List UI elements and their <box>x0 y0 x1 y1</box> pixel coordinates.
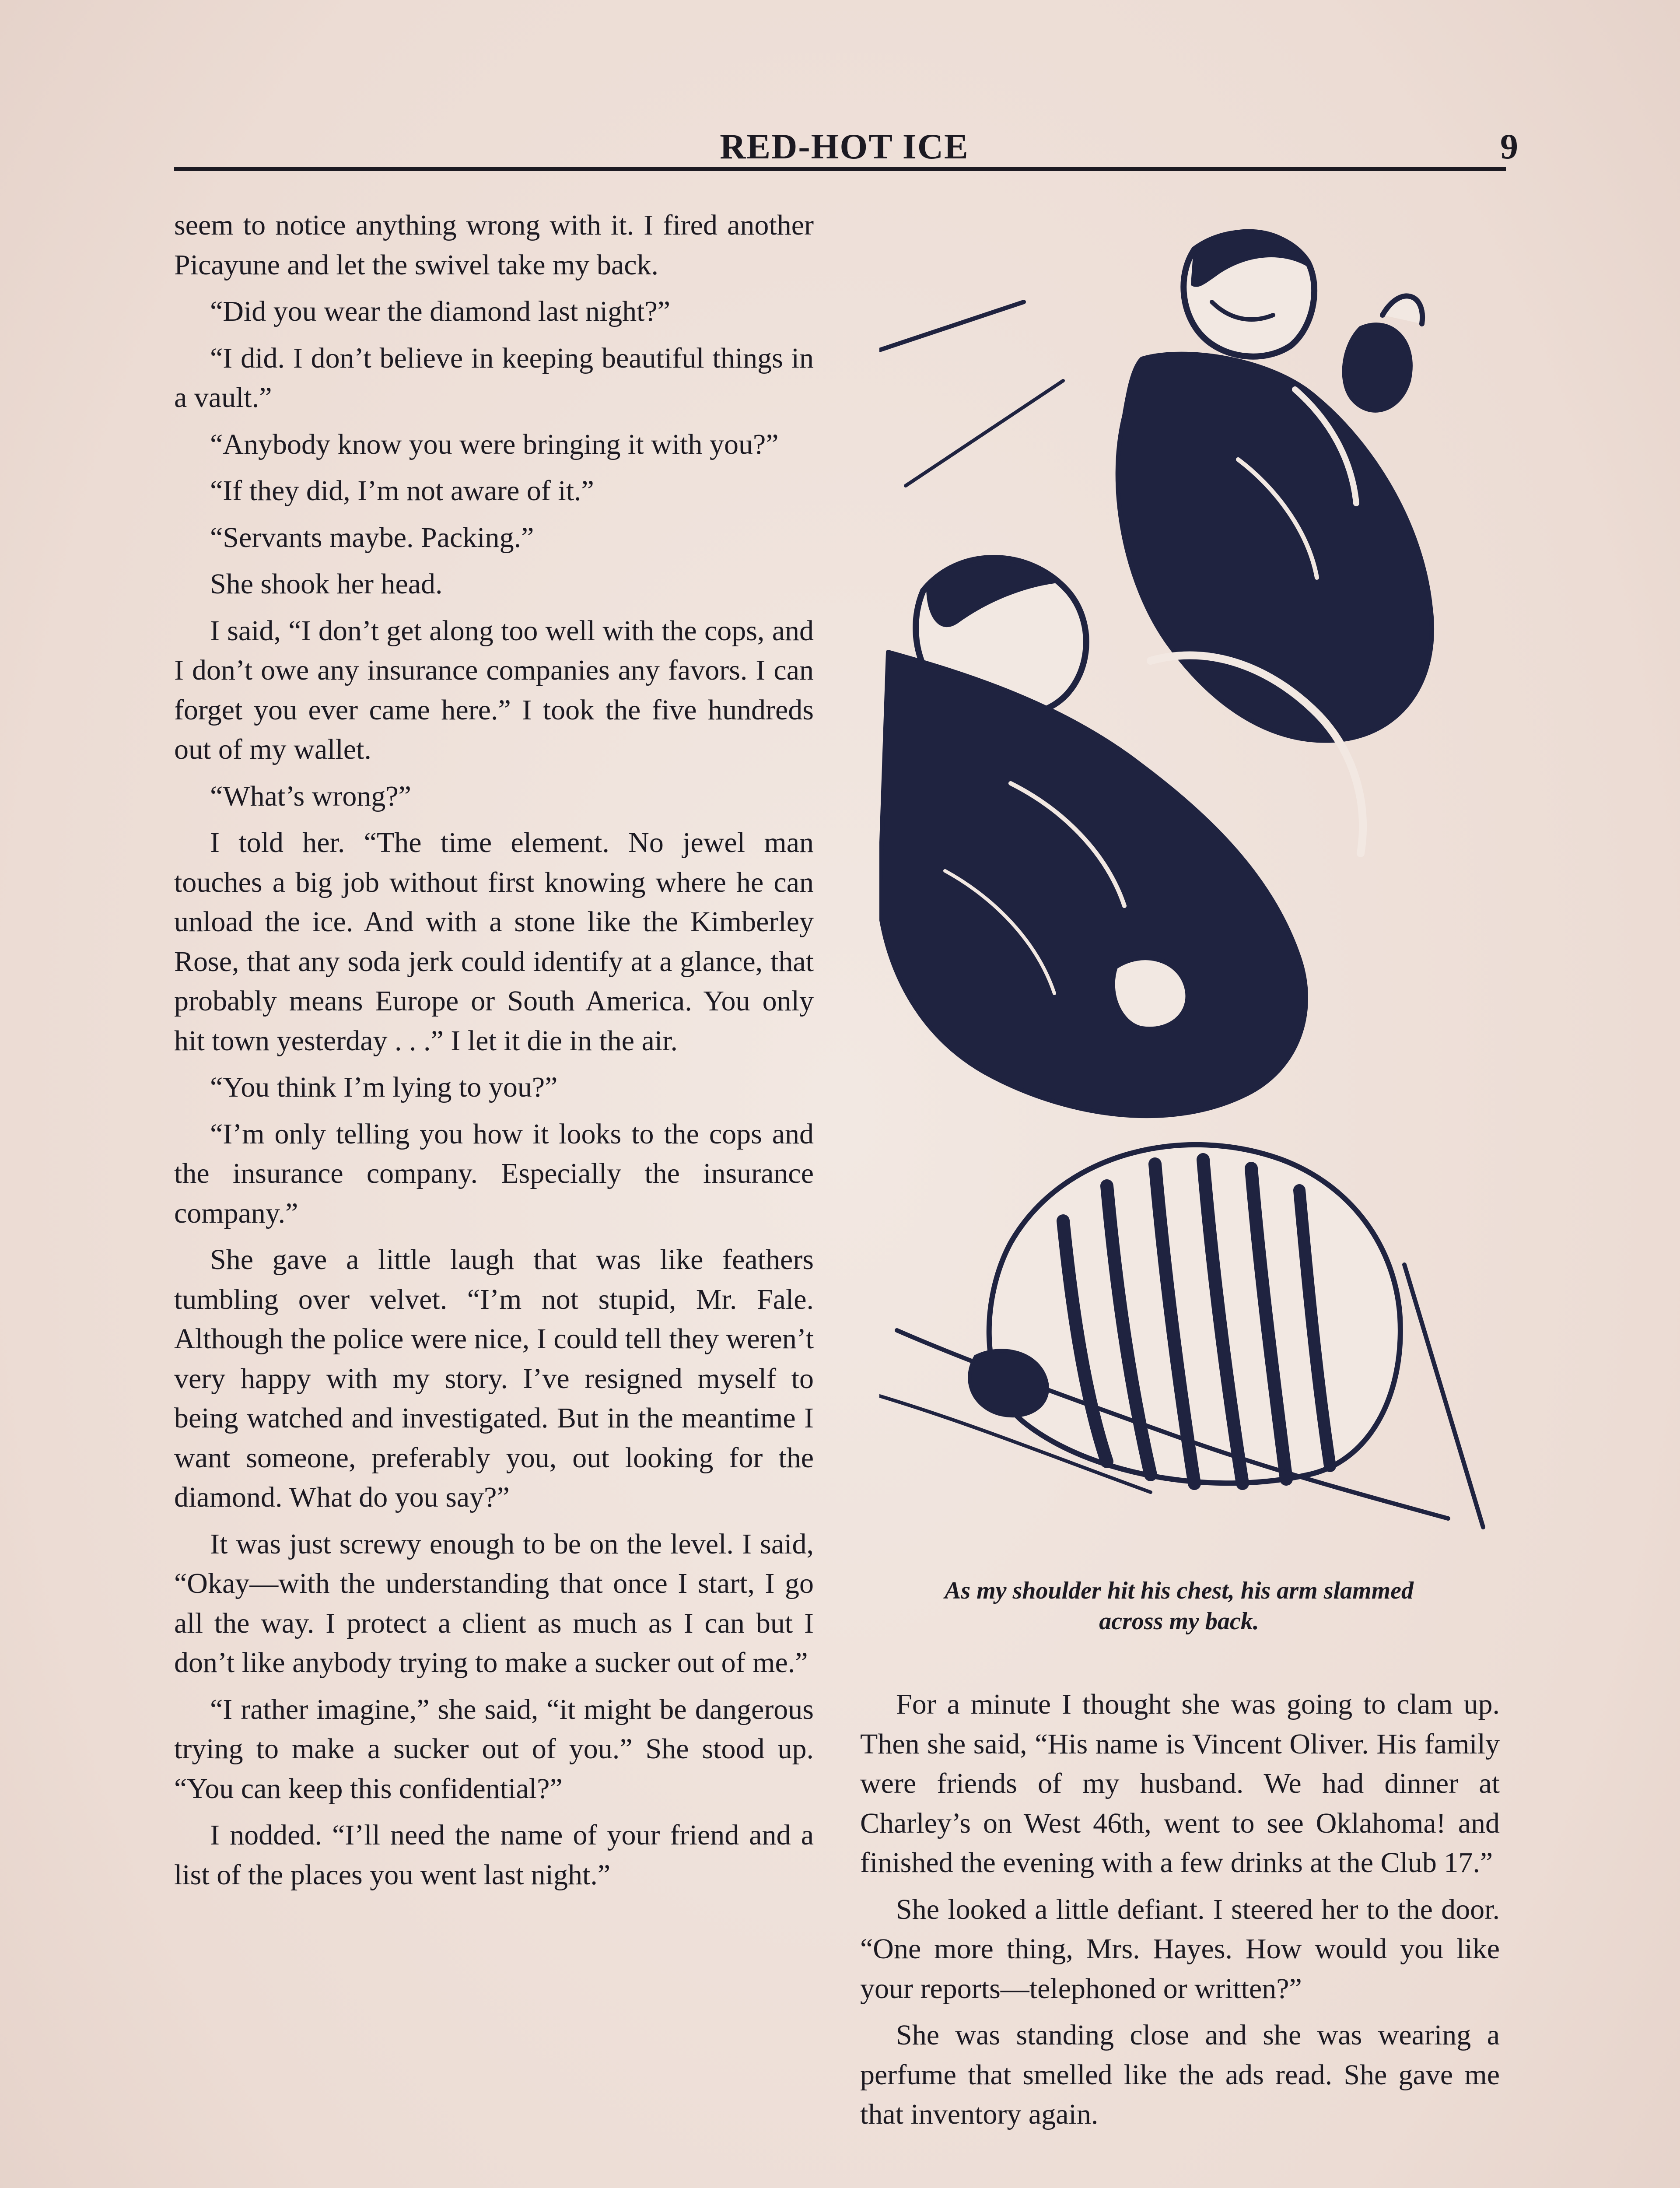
paragraph: seem to notice anything wrong with it. I fired another Picayune and let the swivel take my back. <box>174 209 814 281</box>
paragraph: “Servants maybe. Packing.” <box>210 521 534 554</box>
paragraph: “Anybody know you were bringing it with you?” <box>210 428 779 460</box>
paragraph: “I did. I don’t believe in keeping beautiful things in a vault.” <box>174 342 814 414</box>
page-number: 9 <box>1500 126 1518 166</box>
paragraph: “Did you wear the diamond last night?” <box>210 295 671 327</box>
paragraph: She was standing close and she was wearing a perfume that smelled like the ads read. She gave me that inventory again. <box>860 2019 1500 2130</box>
paragraph: She looked a little defiant. I steered her to the door. “One more thing, Mrs. Hayes. How would you like your reports—telephoned or written?” <box>860 1893 1500 2005</box>
paragraph: For a minute I thought she was going to clam up. Then she said, “His name is Vincent Oliver. His family were friends of my husband. We had dinner at Charley’s on West 46th, went to see Oklahoma! and finished the evening with a few drinks at the Club 17.” <box>860 1688 1500 1879</box>
paragraph: It was just screwy enough to be on the level. I said, “Okay—with the understanding that once I start, I go all the way. I protect a client as much as I can but I don’t like anybody trying to make a sucker out of me.” <box>174 1528 814 1679</box>
running-header-title: RED-HOT ICE <box>720 126 969 166</box>
header-rule <box>174 167 1506 171</box>
paragraph: She gave a little laugh that was like feathers tumbling over velvet. “I’m not stupid, Mr. Fale. Although the police were nice, I could tell they weren’t very happy with my story. I’ve resigned myself to being watched and investigated. But in the meantime I want someone, preferably you, out looking for the diamond. What do you say?” <box>174 1244 814 1513</box>
paragraph: “If they did, I’m not aware of it.” <box>210 475 594 507</box>
right-text-column <box>860 1685 1500 2142</box>
paragraph: I said, “I don’t get along too well with the cops, and I don’t owe any insurance companies any favors. I can forget you ever came here.” I took the five hundreds out of my wallet. <box>174 614 814 765</box>
paragraph: I nodded. “I’ll need the name of your friend and a list of the places you went last night.” <box>174 1819 814 1891</box>
illustration-caption: As my shoulder hit his chest, his arm slammed across my back. <box>945 1577 1414 1635</box>
left-text-column <box>174 206 814 1902</box>
paragraph: “I’m only telling you how it looks to the cops and the insurance company. Especially the insurance company.” <box>174 1118 814 1229</box>
paragraph: “I rather imagine,” she said, “it might be dangerous trying to make a sucker out of you.” She stood up. “You can keep this confidential?” <box>174 1693 814 1805</box>
paragraph: I told her. “The time element. No jewel man touches a big job without first knowing where he can unload the ice. And with a stone like the Kimberley Rose, that any soda jerk could identify at a glance, that probably means Europe or South America. You only hit town yesterday . . .” I let it die in the air. <box>174 827 814 1057</box>
paragraph: “You think I’m lying to you?” <box>210 1071 558 1103</box>
paragraph: She shook her head. <box>210 568 443 600</box>
fight-illustration <box>879 214 1501 1549</box>
paragraph: “What’s wrong?” <box>210 780 411 812</box>
